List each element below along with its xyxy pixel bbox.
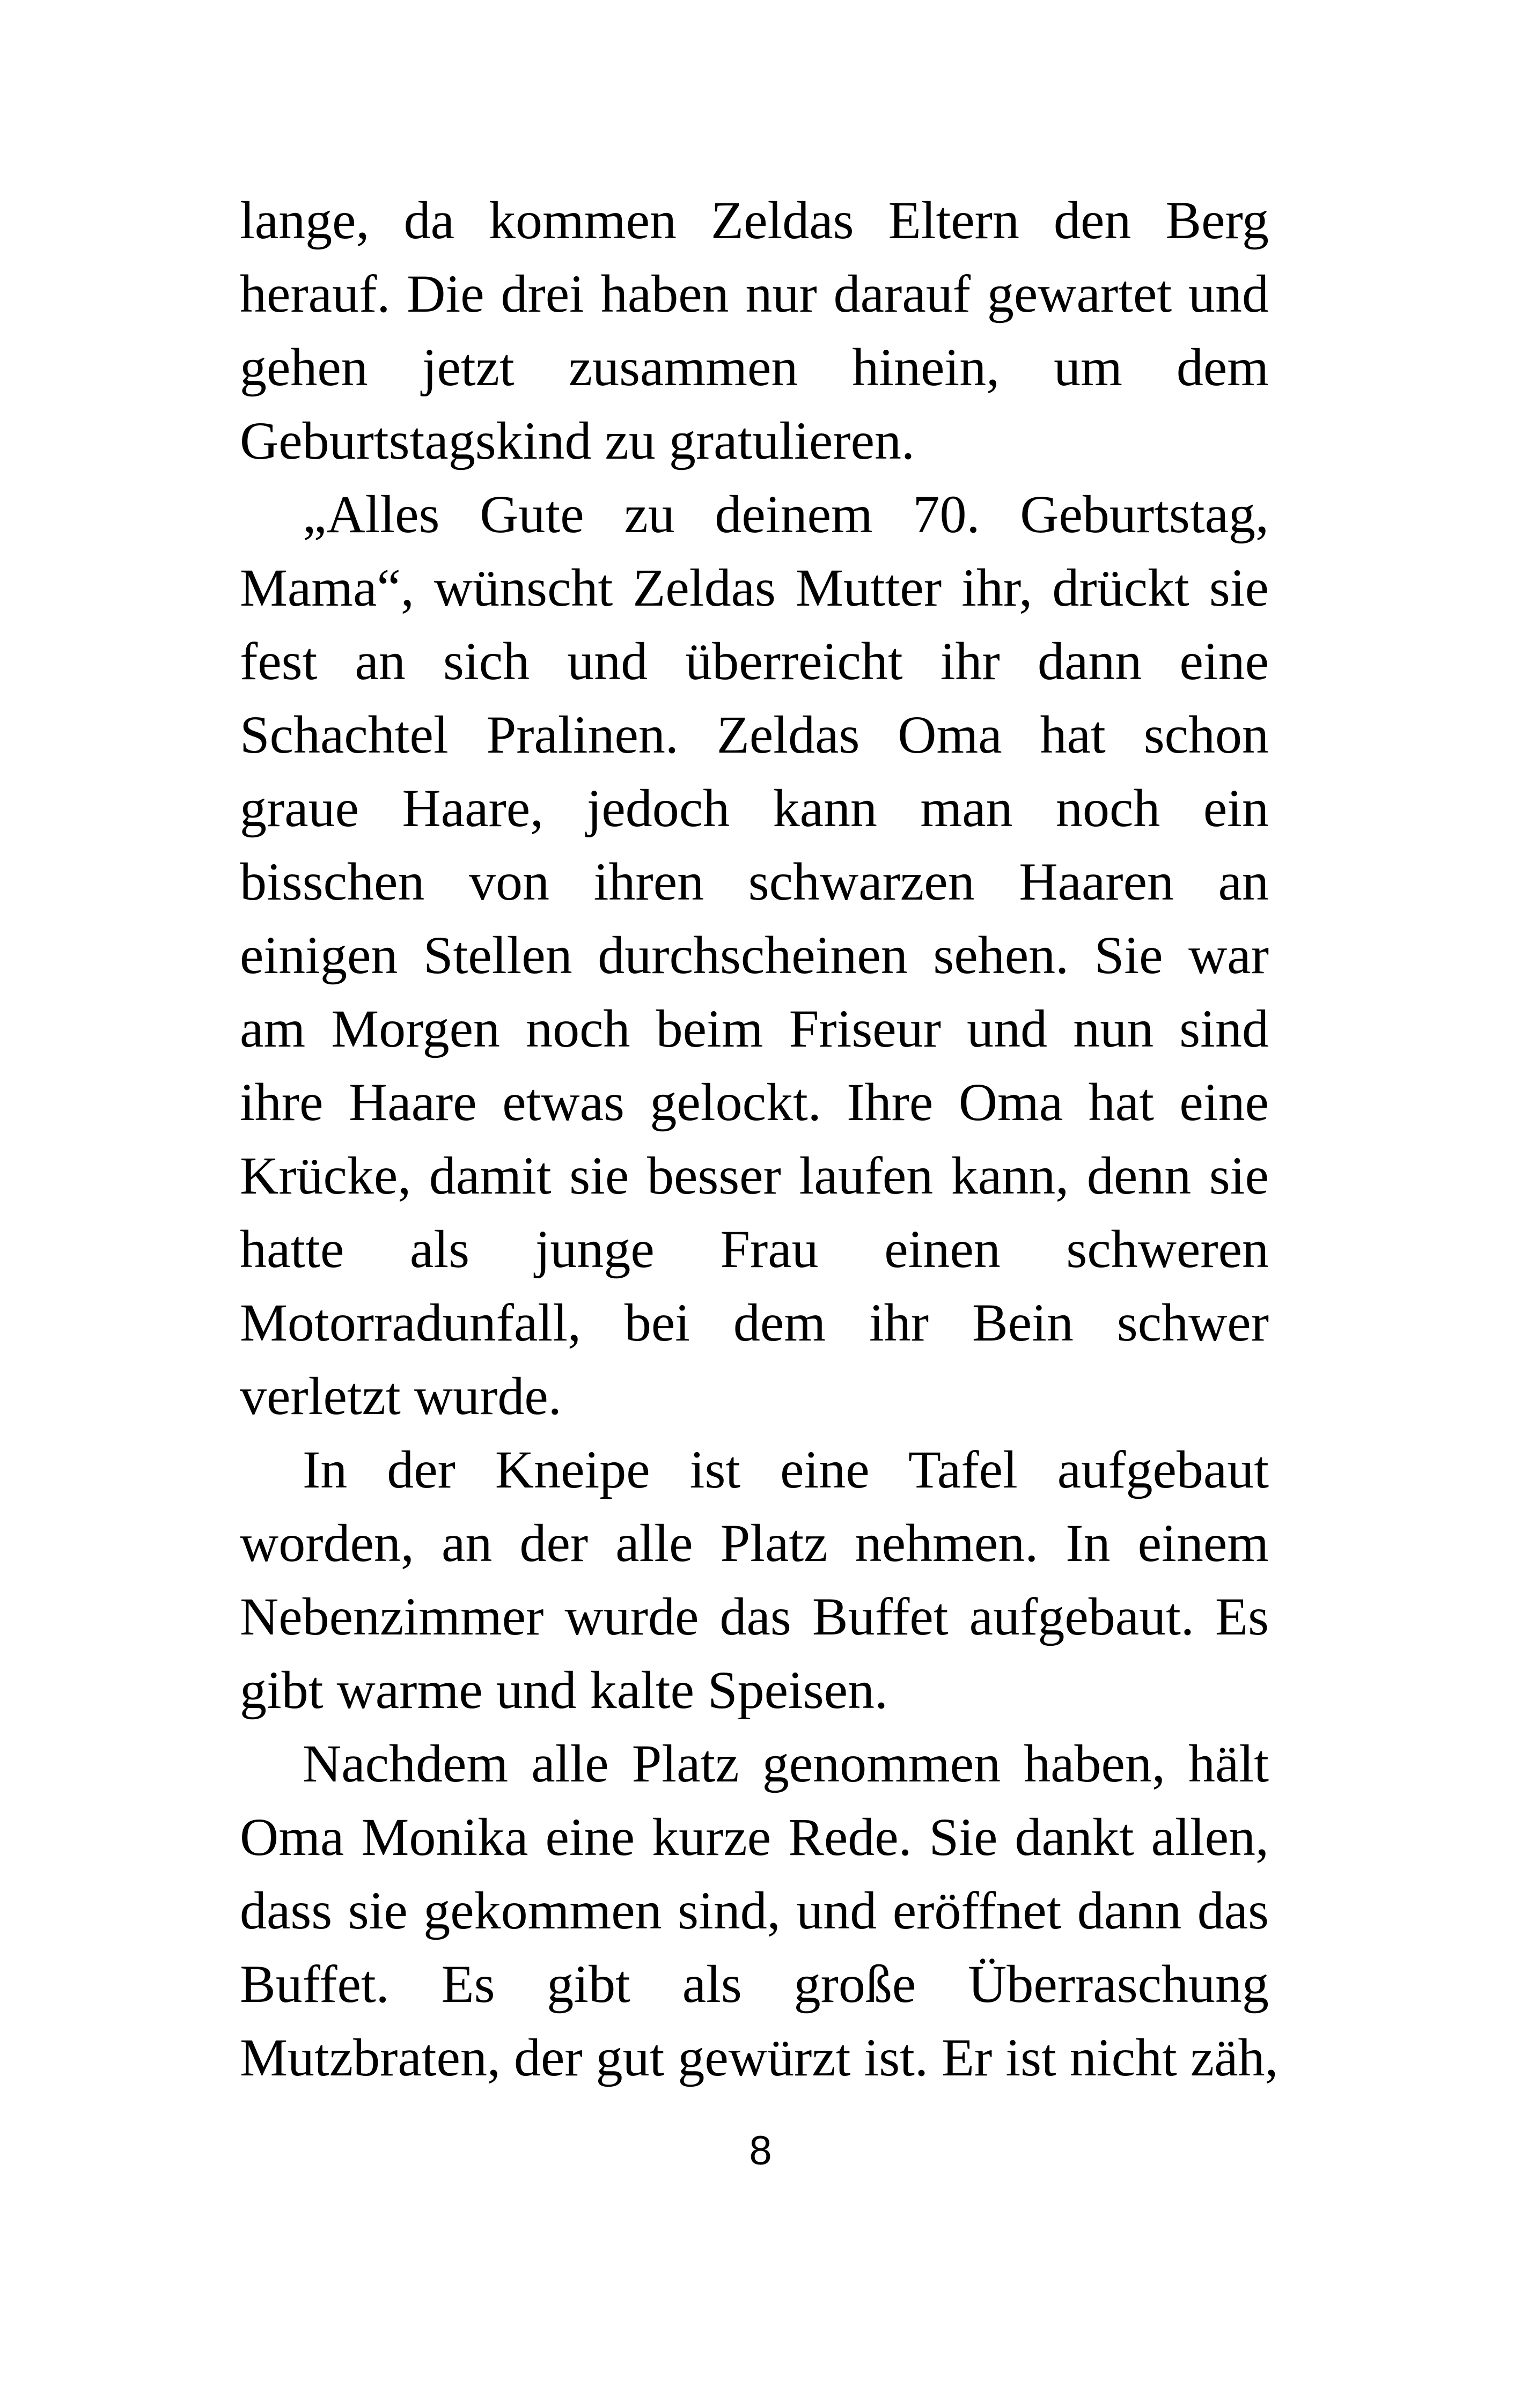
text-line: worden, an der alle Platz nehmen. In einem	[240, 1513, 1269, 1573]
text-line: Geburtstagskind zu gratulieren.	[240, 411, 915, 470]
text-line: Nachdem alle Platz genommen haben, hält	[303, 1734, 1269, 1793]
text-line: einigen Stellen durchscheinen sehen. Sie war	[240, 925, 1269, 985]
text-line: gehen jetzt zusammen hinein, um dem	[240, 337, 1269, 397]
text-line: Nebenzimmer wurde das Buffet aufgebaut. Es	[240, 1587, 1269, 1646]
text-line: am Morgen noch beim Friseur und nun sind	[240, 999, 1269, 1058]
text-line: verletzt wurde.	[240, 1366, 562, 1426]
text-line: hatte als junge Frau einen schweren	[240, 1219, 1269, 1279]
text-line: bisschen von ihren schwarzen Haaren an	[240, 852, 1269, 911]
text-line: Oma Monika eine kurze Rede. Sie dankt allen,	[240, 1807, 1269, 1867]
text-line: graue Haare, jedoch kann man noch ein	[240, 778, 1269, 838]
text-line: gibt warme und kalte Speisen.	[240, 1660, 888, 1720]
body-text	[240, 183, 1278, 2094]
text-line: Buffet. Es gibt als große Überraschung	[240, 1954, 1269, 2014]
text-line: Motorradunfall, bei dem ihr Bein schwer	[240, 1293, 1269, 1352]
text-line: fest an sich und überreicht ihr dann eine	[240, 631, 1269, 691]
text-line: ihre Haare etwas gelockt. Ihre Oma hat eine	[240, 1072, 1269, 1132]
text-line: dass sie gekommen sind, und eröffnet dann das	[240, 1881, 1269, 1940]
text-line: Krücke, damit sie besser laufen kann, denn sie	[240, 1146, 1269, 1205]
text-line: Schachtel Pralinen. Zeldas Oma hat schon	[240, 705, 1269, 764]
text-line: „Alles Gute zu deinem 70. Geburtstag,	[303, 484, 1269, 544]
text-line: Mama“, wünscht Zeldas Mutter ihr, drückt sie	[240, 558, 1269, 617]
text-line: In der Kneipe ist eine Tafel aufgebaut	[303, 1440, 1269, 1499]
text-line: Mutzbraten, der gut gewürzt ist. Er ist nicht zäh,	[240, 2028, 1278, 2087]
text-line: lange, da kommen Zeldas Eltern den Berg	[240, 190, 1269, 250]
page-number: 8	[749, 2128, 772, 2174]
text-line: herauf. Die drei haben nur darauf gewartet und	[240, 264, 1269, 323]
